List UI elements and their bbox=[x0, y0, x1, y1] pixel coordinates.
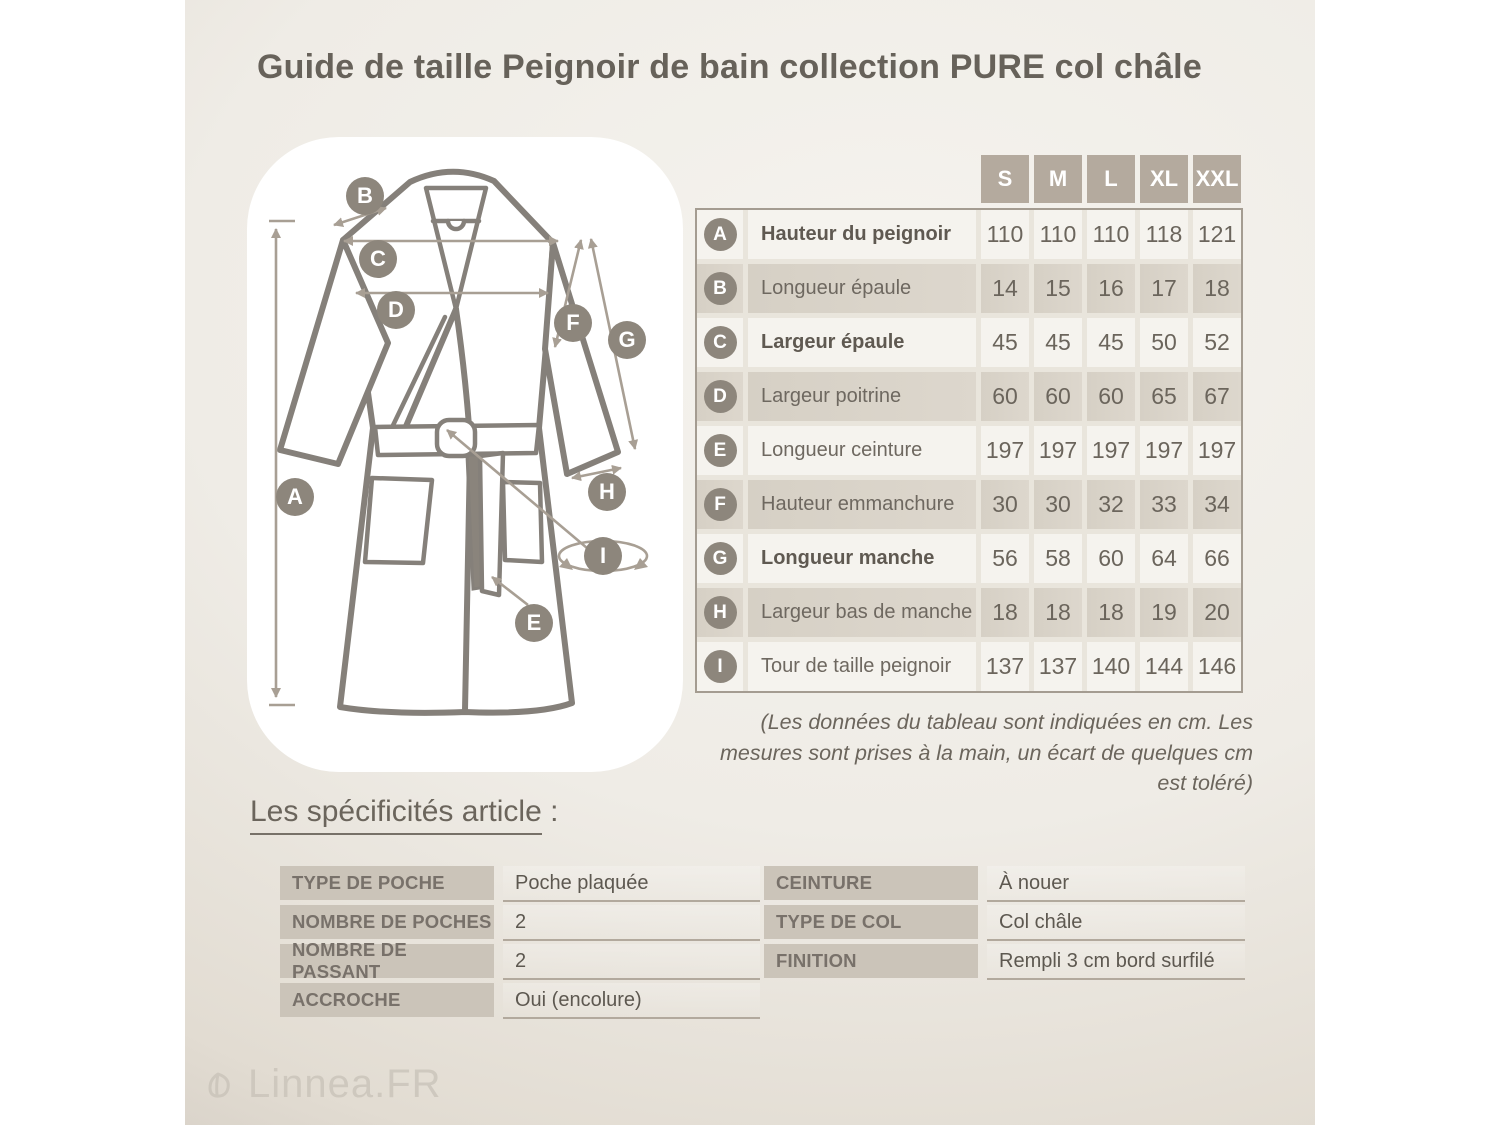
size-row-label: Largeur poitrine bbox=[748, 372, 976, 421]
size-column-header: M bbox=[1034, 155, 1082, 203]
size-row-letter-badge: A bbox=[704, 218, 737, 251]
robe-line-drawing bbox=[247, 137, 683, 772]
size-row-letter-badge: G bbox=[704, 542, 737, 575]
size-row-label: Largeur épaule bbox=[748, 318, 976, 367]
size-row-letter-badge: E bbox=[704, 434, 737, 467]
size-row-label: Tour de taille peignoir bbox=[748, 642, 976, 691]
size-row-label: Hauteur du peignoir bbox=[748, 210, 976, 259]
spec-label: CEINTURE bbox=[764, 866, 978, 900]
size-row-letter-cell bbox=[697, 318, 743, 367]
size-value-cell: 197 bbox=[1034, 426, 1082, 475]
size-row-letter-cell bbox=[697, 588, 743, 637]
robe-right-sleeve bbox=[545, 243, 618, 474]
spec-table-right bbox=[764, 866, 1245, 980]
size-row-letter-badge: C bbox=[704, 326, 737, 359]
diagram-label-i: I bbox=[584, 537, 622, 575]
spec-label: TYPE DE POCHE bbox=[280, 866, 494, 900]
spec-value: 2 bbox=[503, 905, 760, 941]
size-value-cell: 197 bbox=[1087, 426, 1135, 475]
size-value-cell: 146 bbox=[1193, 642, 1241, 691]
size-value-cell: 30 bbox=[1034, 480, 1082, 529]
size-value-cell: 140 bbox=[1087, 642, 1135, 691]
size-value-cell: 45 bbox=[1034, 318, 1082, 367]
spec-label: NOMBRE DE POCHES bbox=[280, 905, 494, 939]
size-value-cell: 110 bbox=[1034, 210, 1082, 259]
size-row-letter-badge: D bbox=[704, 380, 737, 413]
spec-value: Col châle bbox=[987, 905, 1245, 941]
size-row-letter-cell bbox=[697, 534, 743, 583]
size-value-cell: 16 bbox=[1087, 264, 1135, 313]
size-value-cell: 60 bbox=[1087, 534, 1135, 583]
size-value-cell: 144 bbox=[1140, 642, 1188, 691]
size-value-cell: 197 bbox=[981, 426, 1029, 475]
diagram-label-h: H bbox=[588, 473, 626, 511]
diagram-label-b: B bbox=[346, 177, 384, 215]
size-row-letter-cell bbox=[697, 372, 743, 421]
size-row-label: Longueur épaule bbox=[748, 264, 976, 313]
size-row-letter-cell bbox=[697, 642, 743, 691]
size-row-letter-badge: H bbox=[704, 596, 737, 629]
size-row-letter-cell bbox=[697, 210, 743, 259]
size-value-cell: 50 bbox=[1140, 318, 1188, 367]
size-value-cell: 45 bbox=[1087, 318, 1135, 367]
spec-value: Rempli 3 cm bord surfilé bbox=[987, 944, 1245, 980]
size-value-cell: 110 bbox=[981, 210, 1029, 259]
size-value-cell: 34 bbox=[1193, 480, 1241, 529]
size-value-cell: 45 bbox=[981, 318, 1029, 367]
size-row-letter-cell bbox=[697, 426, 743, 475]
size-value-cell: 20 bbox=[1193, 588, 1241, 637]
diagram-label-a: A bbox=[276, 478, 314, 516]
size-value-cell: 56 bbox=[981, 534, 1029, 583]
spec-value: 2 bbox=[503, 944, 760, 980]
size-row-letter-badge: B bbox=[704, 272, 737, 305]
size-value-cell: 121 bbox=[1193, 210, 1241, 259]
size-value-cell: 30 bbox=[981, 480, 1029, 529]
size-value-cell: 19 bbox=[1140, 588, 1188, 637]
diagram-label-e: E bbox=[515, 604, 553, 642]
spec-label: TYPE DE COL bbox=[764, 905, 978, 939]
size-column-header: L bbox=[1087, 155, 1135, 203]
size-value-cell: 15 bbox=[1034, 264, 1082, 313]
robe-diagram-card bbox=[247, 137, 683, 772]
specs-heading-text: Les spécificités article bbox=[250, 795, 542, 835]
size-table-header bbox=[697, 155, 1241, 203]
diagram-label-f: F bbox=[554, 304, 592, 342]
size-row-label: Hauteur emmanchure bbox=[748, 480, 976, 529]
spec-value: Oui (encolure) bbox=[503, 983, 760, 1019]
spec-table-left bbox=[280, 866, 760, 1019]
size-value-cell: 137 bbox=[1034, 642, 1082, 691]
size-value-cell: 118 bbox=[1140, 210, 1188, 259]
size-row-letter-badge: I bbox=[704, 650, 737, 683]
size-value-cell: 58 bbox=[1034, 534, 1082, 583]
size-value-cell: 33 bbox=[1140, 480, 1188, 529]
size-value-cell: 14 bbox=[981, 264, 1029, 313]
size-value-cell: 60 bbox=[1034, 372, 1082, 421]
size-row-letter-badge: F bbox=[704, 488, 737, 521]
size-value-cell: 60 bbox=[1087, 372, 1135, 421]
size-value-cell: 60 bbox=[981, 372, 1029, 421]
specs-heading bbox=[250, 795, 558, 829]
size-value-cell: 197 bbox=[1140, 426, 1188, 475]
size-column-header: XL bbox=[1140, 155, 1188, 203]
size-value-cell: 64 bbox=[1140, 534, 1188, 583]
linnea-logo-icon bbox=[204, 1070, 238, 1100]
size-row-letter-cell bbox=[697, 480, 743, 529]
spec-label: NOMBRE DE PASSANT bbox=[280, 944, 494, 978]
size-value-cell: 32 bbox=[1087, 480, 1135, 529]
size-row-label: Largeur bas de manche bbox=[748, 588, 976, 637]
size-header-spacer-label bbox=[748, 155, 976, 203]
size-column-header: XXL bbox=[1193, 155, 1241, 203]
size-value-cell: 197 bbox=[1193, 426, 1241, 475]
watermark-text: Linnea.FR bbox=[248, 1062, 442, 1106]
size-value-cell: 17 bbox=[1140, 264, 1188, 313]
robe-left-pocket bbox=[365, 478, 432, 563]
size-value-cell: 18 bbox=[1193, 264, 1241, 313]
spec-label: ACCROCHE bbox=[280, 983, 494, 1017]
page-title: Guide de taille Peignoir de bain collection PURE col châle bbox=[257, 48, 1202, 86]
spec-value: À nouer bbox=[987, 866, 1245, 902]
spec-value: Poche plaquée bbox=[503, 866, 760, 902]
size-value-cell: 18 bbox=[1034, 588, 1082, 637]
size-column-header: S bbox=[981, 155, 1029, 203]
size-table bbox=[695, 208, 1243, 693]
size-row-letter-cell bbox=[697, 264, 743, 313]
size-value-cell: 65 bbox=[1140, 372, 1188, 421]
table-note: (Les données du tableau sont indiquées en cm. Les mesures sont prises à la main, un écart de quelques cm est toléré) bbox=[720, 710, 1253, 796]
linnea-watermark bbox=[204, 1062, 442, 1107]
robe-hanger-loop bbox=[448, 221, 464, 229]
size-header-spacer-letter bbox=[697, 155, 743, 203]
size-row-label: Longueur manche bbox=[748, 534, 976, 583]
size-value-cell: 137 bbox=[981, 642, 1029, 691]
size-value-cell: 66 bbox=[1193, 534, 1241, 583]
diagram-label-c: C bbox=[359, 240, 397, 278]
size-value-cell: 18 bbox=[1087, 588, 1135, 637]
spec-label: FINITION bbox=[764, 944, 978, 978]
diagram-label-d: D bbox=[377, 291, 415, 329]
size-row-label: Longueur ceinture bbox=[748, 426, 976, 475]
size-value-cell: 110 bbox=[1087, 210, 1135, 259]
size-value-cell: 52 bbox=[1193, 318, 1241, 367]
diagram-label-g: G bbox=[608, 321, 646, 359]
size-value-cell: 67 bbox=[1193, 372, 1241, 421]
size-value-cell: 18 bbox=[981, 588, 1029, 637]
specs-heading-colon: : bbox=[541, 795, 559, 828]
